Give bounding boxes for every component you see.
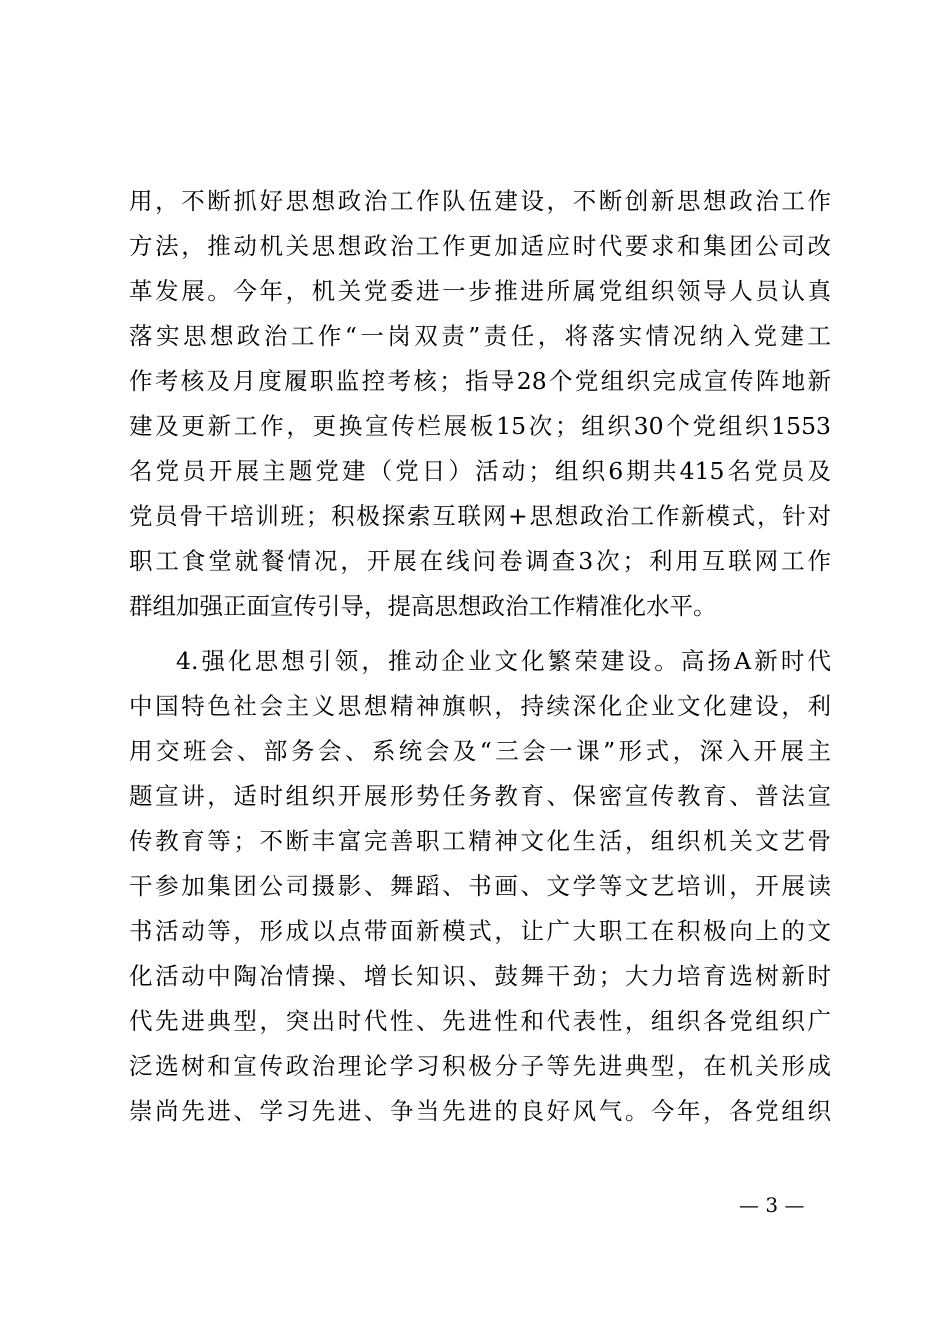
text-line: 落实思想政治工作“一岗双责”责任，将落实情况纳入党建工 [129,322,831,350]
paragraph-2 [129,639,831,1134]
text-line: 方法，推动机关思想政治工作更加适应时代要求和集团公司改 [129,232,831,260]
text-line: 用交班会、部务会、系统会及“三会一课”形式，深入开展主 [129,737,831,765]
paragraph-gap [129,629,831,639]
paragraph-1 [129,179,831,629]
page-number: — 3 — [739,1193,805,1217]
text-line: 作考核及月度履职监控考核；指导28个党组织完成宣传阵地新 [129,367,831,395]
text-line: 中国特色社会主义思想精神旗帜，持续深化企业文化建设，利 [129,692,831,720]
text-line: 4.强化思想引领，推动企业文化繁荣建设。高扬A新时代 [176,647,831,675]
text-line: 泛选树和宣传政治理论学习积极分子等先进典型，在机关形成 [129,1052,831,1080]
text-line: 题宣讲，适时组织开展形势任务教育、保密宣传教育、普法宣 [129,782,831,810]
text-line: 革发展。今年，机关党委进一步推进所属党组织领导人员认真 [129,277,831,305]
text-line: 名党员开展主题党建（党日）活动；组织6期共415名党员及 [129,457,831,485]
text-line: 代先进典型，突出时代性、先进性和代表性，组织各党组织广 [129,1007,831,1035]
text-line: 干参加集团公司摄影、舞蹈、书画、文学等文艺培训，开展读 [129,872,831,900]
text-line: 化活动中陶冶情操、增长知识、鼓舞干劲；大力培育选树新时 [129,962,831,990]
text-line: 传教育等；不断丰富完善职工精神文化生活，组织机关文艺骨 [129,827,831,855]
text-line: 书活动等，形成以点带面新模式，让广大职工在积极向上的文 [129,917,831,945]
text-line: 群组加强正面宣传引导，提高思想政治工作精准化水平。 [129,592,717,620]
text-line: 党员骨干培训班；积极探索互联网+思想政治工作新模式，针对 [129,502,831,530]
text-line: 崇尚先进、学习先进、争当先进的良好风气。今年，各党组织 [129,1097,831,1125]
text-line: 职工食堂就餐情况，开展在线问卷调查3次；利用互联网工作 [129,547,831,575]
text-line: 建及更新工作，更换宣传栏展板15次；组织30个党组织1553 [129,412,831,440]
text-line: 用，不断抓好思想政治工作队伍建设，不断创新思想政治工作 [129,187,831,215]
document-body [129,179,831,1134]
